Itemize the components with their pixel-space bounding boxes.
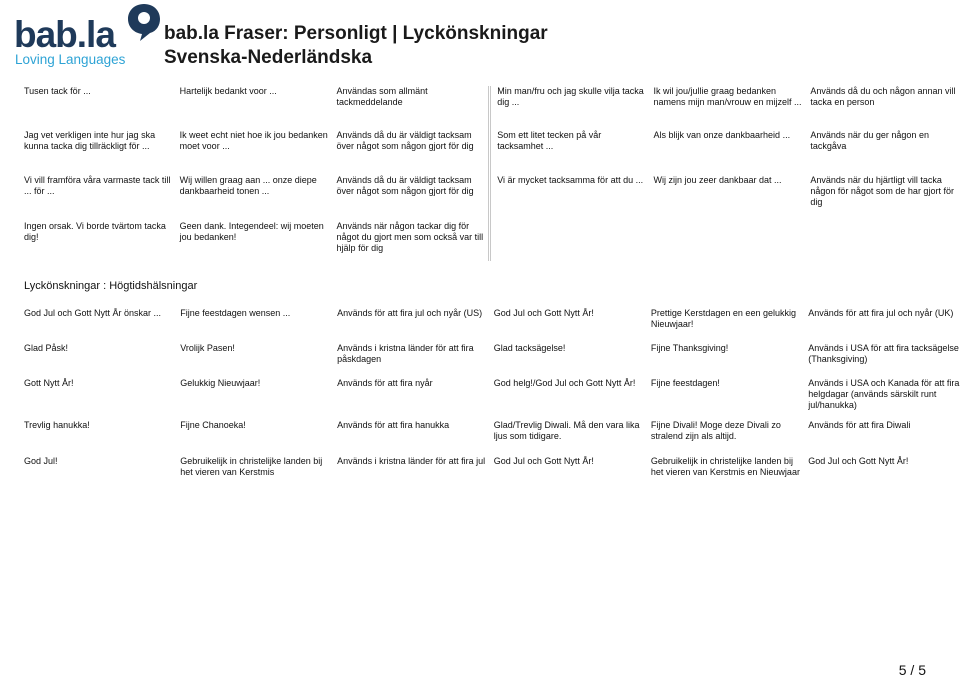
phrase-source: Vi är mycket tacksamma för att du ... bbox=[497, 175, 644, 185]
babla-logo bbox=[14, 2, 154, 68]
phrase-translation: Als blijk van onze dankbaarheid ... bbox=[653, 130, 791, 140]
phrase-usage: Används för att fira Diwali bbox=[808, 420, 911, 430]
phrase-translation: Fijne feestdagen! bbox=[650, 378, 720, 388]
phrase-usage: Används i kristna länder för att fira påskdagen bbox=[337, 343, 474, 364]
phrase-translation: Fijne Thanksgiving! bbox=[650, 343, 729, 353]
page-number: 5 / 5 bbox=[898, 662, 926, 678]
phrase-usage: Används i USA för att fira tacksägelse (Thanksgiving) bbox=[808, 343, 959, 364]
phrase-source: Trevlig hanukka! bbox=[24, 420, 90, 430]
phrase-row bbox=[18, 378, 960, 420]
phrase-source: Ingen orsak. Vi borde tvärtom tacka dig! bbox=[24, 221, 166, 242]
phrase-usage: Används i USA och Kanada för att fira helgdagar (används särskilt runt jul/hanukka) bbox=[808, 378, 960, 410]
phrase-source: God Jul och Gott Nytt År! bbox=[493, 456, 594, 466]
phrase-usage: Används i kristna länder för att fira jul bbox=[337, 456, 486, 466]
phrase-usage: Används för att fira nyår bbox=[337, 378, 433, 388]
phrase-source: Som ett litet tecken på vår tacksamhet ... bbox=[497, 130, 602, 151]
phrase-source: Glad tacksägelse! bbox=[493, 343, 566, 353]
phrase-usage: Används för att fira hanukka bbox=[337, 420, 450, 430]
phrase-source: Gott Nytt År! bbox=[24, 378, 74, 388]
title-line-1: bab.la Fraser: Personligt | Lyckönskningar bbox=[164, 23, 548, 44]
phrase-row bbox=[18, 456, 960, 496]
phrase-translation: Fijne Chanoeka! bbox=[180, 420, 246, 430]
speech-bubble-icon bbox=[126, 2, 162, 42]
phrase-translation: Gebruikelijk in christelijke landen bij het vieren van Kerstmis bbox=[180, 456, 323, 477]
phrase-translation: Fijne feestdagen wensen ... bbox=[180, 308, 291, 318]
section-heading: Lyckönskningar : Högtidshälsningar bbox=[24, 280, 198, 292]
thanks-phrase-table bbox=[18, 86, 960, 261]
phrase-row bbox=[18, 86, 960, 130]
logo-wordmark: bab.la bbox=[14, 14, 115, 55]
phrase-source: Vi vill framföra våra varmaste tack till ... för ... bbox=[24, 175, 171, 196]
phrase-source: Glad Påsk! bbox=[24, 343, 69, 353]
phrase-translation: Hartelijk bedankt voor ... bbox=[179, 86, 277, 96]
phrase-translation: Ik wil jou/jullie graag bedanken namens mijn man/vrouw en mijzelf ... bbox=[653, 86, 802, 107]
phrase-translation: Prettige Kerstdagen en een gelukkig Nieuwjaar! bbox=[650, 308, 796, 329]
phrase-usage: God Jul och Gott Nytt År! bbox=[808, 456, 909, 466]
phrase-usage bbox=[804, 221, 960, 261]
phrase-translation: Ik weet echt niet hoe ik jou bedanken moet voor ... bbox=[179, 130, 328, 151]
phrase-source: God Jul och Gott Nytt År önskar ... bbox=[24, 308, 162, 318]
phrase-usage: Används när någon tackar dig för något du gjort men som också var till hjälp för dig bbox=[331, 221, 490, 261]
phrase-row bbox=[18, 221, 960, 261]
phrase-source: Glad/Trevlig Diwali. Må den vara lika ljus som tidigare. bbox=[493, 420, 640, 441]
phrase-source: Min man/fru och jag skulle vilja tacka dig ... bbox=[497, 86, 644, 107]
phrase-row bbox=[18, 175, 960, 221]
phrase-row bbox=[18, 343, 960, 378]
phrase-source bbox=[490, 221, 648, 261]
phrase-source: God Jul! bbox=[24, 456, 58, 466]
phrase-usage: Används för att fira jul och nyår (US) bbox=[337, 308, 483, 318]
phrase-translation: Geen dank. Integendeel: wij moeten jou bedanken! bbox=[179, 221, 324, 242]
phrase-translation: Gebruikelijk in christelijke landen bij het vieren van Kerstmis en Nieuwjaar bbox=[650, 456, 800, 477]
phrase-source: God Jul och Gott Nytt År! bbox=[493, 308, 594, 318]
phrase-usage: Används då du och någon annan vill tacka en person bbox=[810, 86, 956, 107]
title-line-2: Svenska-Nederländska bbox=[164, 47, 373, 68]
phrase-translation: Gelukkig Nieuwjaar! bbox=[180, 378, 261, 388]
logo-tagline: Loving Languages bbox=[15, 52, 126, 67]
phrase-source: Tusen tack för ... bbox=[24, 86, 91, 96]
page-title bbox=[164, 22, 548, 70]
greetings-phrase-table bbox=[18, 308, 960, 496]
phrase-translation: Wij zijn jou zeer dankbaar dat ... bbox=[653, 175, 782, 185]
phrase-usage: Används då du är väldigt tacksam över något som någon gjort för dig bbox=[331, 175, 490, 221]
phrase-usage: Användas som allmänt tackmeddelande bbox=[331, 86, 490, 130]
phrase-row bbox=[18, 420, 960, 456]
phrase-usage: Används när du ger någon en tackgåva bbox=[810, 130, 929, 151]
phrase-usage: Används när du hjärtligt vill tacka någon för något som de har gjort för dig bbox=[810, 175, 954, 207]
phrase-row bbox=[18, 308, 960, 343]
phrase-translation bbox=[647, 221, 804, 261]
phrase-translation: Wij willen graag aan ... onze diepe dankbaarheid tonen ... bbox=[179, 175, 317, 196]
phrase-source: Jag vet verkligen inte hur jag ska kunna tacka dig tillräckligt för ... bbox=[24, 130, 156, 151]
phrase-usage: Används för att fira jul och nyår (UK) bbox=[808, 308, 954, 318]
phrase-row bbox=[18, 130, 960, 175]
phrase-usage: Används då du är väldigt tacksam över något som någon gjort för dig bbox=[331, 130, 490, 175]
phrase-translation: Fijne Divali! Moge deze Divali zo stralend zijn als altijd. bbox=[650, 420, 781, 441]
phrase-translation: Vrolijk Pasen! bbox=[180, 343, 235, 353]
phrase-source: God helg!/God Jul och Gott Nytt År! bbox=[493, 378, 636, 388]
